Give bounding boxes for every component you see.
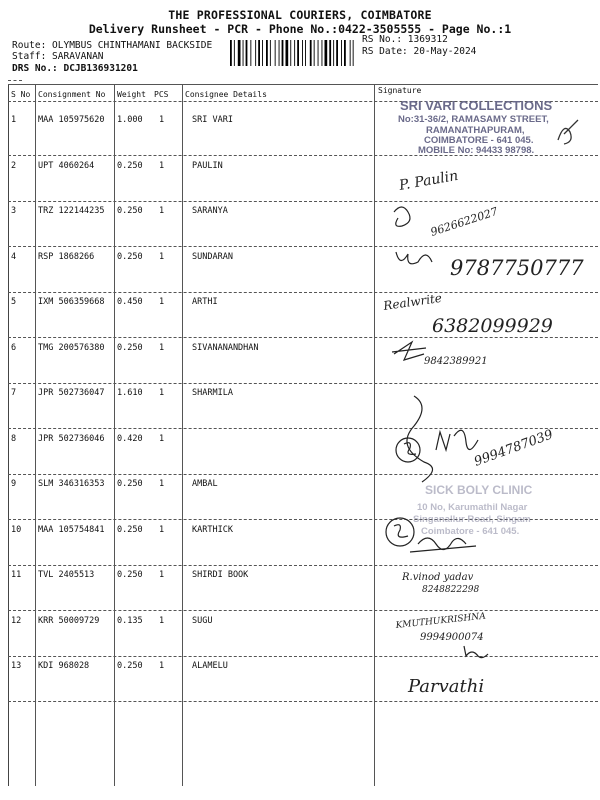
- row-consignment-no: TVL 2405513: [38, 570, 95, 580]
- row-weight: 0.450: [117, 297, 143, 307]
- row-weight: 0.250: [117, 661, 143, 671]
- col-header-pcs: PCS: [154, 90, 169, 99]
- row-consignment-no: MAA 105754841: [38, 524, 105, 535]
- row-consignment-no: MAA 105975620: [38, 115, 105, 125]
- signature-row11-name: R.vinod yadav: [402, 572, 474, 583]
- stamp1-line3: RAMANATHAPURAM,: [426, 125, 525, 136]
- row-consignment-no: IXM 506359668: [38, 297, 105, 307]
- row-pcs: 1: [159, 433, 165, 444]
- row-pcs: 1: [159, 388, 165, 398]
- column-divider: [182, 84, 183, 786]
- drs-number: DRS No.: DCJB136931201: [12, 63, 138, 74]
- signature-row12-phone: 9994900074: [420, 632, 484, 643]
- row-weight: 1.000: [117, 115, 143, 125]
- row-weight: 0.250: [117, 251, 143, 262]
- col-header-sno: S No: [11, 90, 31, 99]
- row-sno: 7: [11, 388, 17, 398]
- signature-row12-name: KMUTHUKRISHNA: [395, 611, 487, 631]
- row-consignee: ALAMELU: [192, 661, 228, 671]
- barcode: [230, 40, 356, 66]
- stamp1-line1: SRI VARI COLLECTIONS: [400, 98, 553, 113]
- stamp2-line4: Coimbatore - 641 045.: [421, 526, 520, 537]
- company-title: THE PROFESSIONAL COURIERS, COIMBATORE: [168, 8, 432, 22]
- row-pcs: 1: [159, 342, 165, 353]
- row-consignee: SRI VARI: [192, 115, 233, 125]
- row-sno: 12: [11, 615, 22, 626]
- stamp1-line4: COIMBATORE - 641 045.: [424, 135, 534, 146]
- rs-number: RS No.: 1369312: [362, 34, 448, 45]
- col-header-consignee: Consignee Details: [185, 90, 267, 99]
- row-pcs: 1: [159, 160, 165, 171]
- column-divider: [114, 84, 115, 786]
- row-pcs: 1: [159, 570, 165, 580]
- stamp1-line5: MOBILE No: 94433 98798.: [418, 145, 535, 156]
- row-sno: 9: [11, 479, 17, 489]
- signature-row5-phone: 6382099929: [432, 315, 553, 337]
- row-weight: 0.250: [117, 524, 143, 535]
- row-weight: 0.135: [117, 615, 143, 626]
- row-consignee: PAULIN: [192, 160, 223, 171]
- row-sno: 4: [11, 251, 17, 262]
- row-consignee: SHIRDI BOOK: [192, 570, 249, 580]
- row-pcs: 1: [159, 115, 165, 125]
- row-weight: 1.610: [117, 388, 143, 398]
- row-sno: 5: [11, 297, 17, 307]
- row-pcs: 1: [159, 297, 165, 307]
- signature-row3: 9626622027: [428, 204, 500, 239]
- row-pcs: 1: [159, 251, 165, 262]
- staff-label: Staff: SARAVANAN: [12, 51, 104, 62]
- signature-row8: 9994787039: [472, 427, 556, 470]
- row-pcs: 1: [159, 206, 165, 216]
- signature-row13: Parvathi: [408, 676, 485, 697]
- stamp2-line1: SICK BOLY CLINIC: [425, 483, 533, 497]
- row-consignment-no: TRZ 122144235: [38, 206, 105, 216]
- row-consignee: SIVANANANDHAN: [192, 342, 259, 353]
- row-consignment-no: JPR 502736047: [38, 388, 105, 398]
- row-consignment-no: UPT 4060264: [38, 160, 95, 171]
- row-consignee: ARTHI: [192, 297, 218, 307]
- divider: [8, 80, 22, 81]
- table-top-rule: [8, 84, 598, 85]
- rs-date: RS Date: 20-May-2024: [362, 46, 477, 57]
- row-sno: 6: [11, 342, 17, 353]
- row-sno: 2: [11, 160, 17, 171]
- signature-row11-phone: 8248822298: [422, 585, 480, 595]
- col-header-consignment: Consignment No: [38, 90, 106, 99]
- row-weight: 0.250: [117, 206, 143, 216]
- row-consignment-no: TMG 200576380: [38, 342, 105, 353]
- row-weight: 0.250: [117, 570, 143, 580]
- stamp2-line2: 10 No, Karumathil Nagar: [417, 502, 528, 513]
- route-label: Route: OLYMBUS CHINTHAMANI BACKSIDE: [12, 40, 213, 51]
- row-consignment-no: KRR 50009729: [38, 615, 100, 626]
- handwritten-signatures: [380, 160, 595, 700]
- column-divider: [374, 84, 375, 786]
- row-consignment-no: RSP 1868266: [38, 251, 95, 262]
- row-weight: 0.250: [117, 479, 143, 489]
- row-consignment-no: JPR 502736046: [38, 433, 105, 444]
- signature-row4: 9787750777: [450, 256, 584, 280]
- row-consignee: SUNDARAN: [192, 251, 233, 262]
- row-sno: 11: [11, 570, 22, 580]
- row-consignee: SARANYA: [192, 206, 228, 216]
- row-consignment-no: KDI 968028: [38, 661, 90, 671]
- row-consignee: SUGU: [192, 615, 213, 626]
- column-divider: [35, 84, 36, 786]
- row-weight: 0.250: [117, 342, 143, 353]
- row-pcs: 1: [159, 615, 165, 626]
- row-pcs: 1: [159, 479, 165, 489]
- row-sno: 1: [11, 115, 17, 125]
- row-weight: 0.420: [117, 433, 143, 444]
- row-sno: 10: [11, 524, 22, 535]
- row-consignee: AMBAL: [192, 479, 218, 489]
- row-consignment-no: SLM 346316353: [38, 479, 105, 489]
- stamp-sri-vari: [378, 96, 588, 158]
- row-sno: 13: [11, 661, 22, 671]
- signature-row2: P. Paulin: [397, 167, 460, 194]
- col-header-signature: Signature: [378, 86, 422, 95]
- row-sno: 8: [11, 433, 17, 444]
- row-consignee: SHARMILA: [192, 388, 233, 398]
- row-consignee: KARTHICK: [192, 524, 233, 535]
- row-divider: [8, 701, 598, 702]
- row-pcs: 1: [159, 661, 165, 671]
- row-sno: 3: [11, 206, 17, 216]
- stamp2-line3: Singanallur Road, Singam: [413, 514, 531, 525]
- row-pcs: 1: [159, 524, 165, 535]
- stamp1-line2: No:31-36/2, RAMASAMY STREET,: [398, 114, 549, 125]
- signature-row5-name: Realwrite: [382, 290, 443, 313]
- runsheet-title: Delivery Runsheet - PCR - Phone No.:0422-3505555 - Page No.:1: [88, 22, 512, 36]
- row-weight: 0.250: [117, 160, 143, 171]
- signature-row6: 9842389921: [424, 356, 488, 367]
- col-header-weight: Weight: [117, 90, 146, 99]
